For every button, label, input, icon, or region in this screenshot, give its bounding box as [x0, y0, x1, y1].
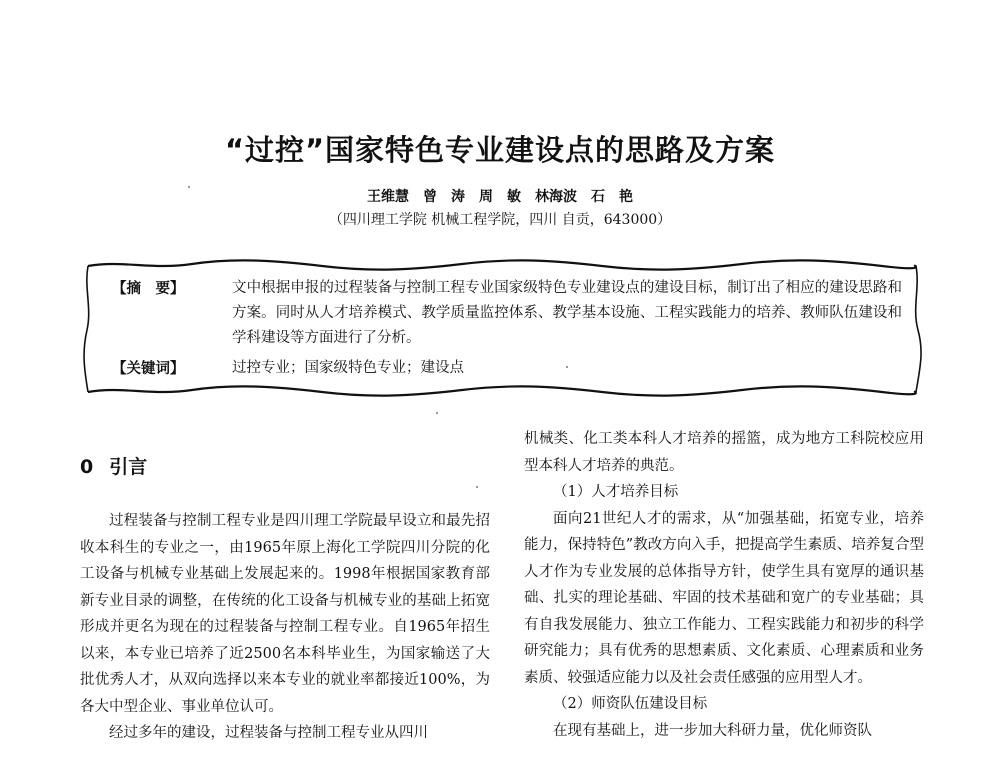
abstract-label: 【摘 要】 — [112, 280, 185, 297]
left-column — [80, 508, 490, 747]
abstract-box — [82, 258, 922, 400]
keywords-label: 【关键词】 — [112, 360, 185, 377]
right-column — [524, 426, 924, 744]
subheading: （2）师资队伍建设目标 — [553, 696, 708, 712]
paragraph: 过程装备与控制工程专业是四川理工学院最早设立和最先招收本科生的专业之一，由1965年原上海化工学院四川分院的化工设备与机械专业基础上发展起来的。1998年根据国家教育部新专业目录的调整，在传统的化工设备与机械专业的基础上拓宽形成并更名为现在的过程装备与控制工程专业。自1965年招生以来，本专业已培养了近2500名本科毕业生，为国家输送了大批优秀人才，从双向选择以来本专业的就业率都接近100%，为各大中型企业、事业单位认可。 — [80, 513, 490, 715]
paragraph: 面向21世纪人才的需求，从“加强基础，拓宽专业，培养能力，保持特色”教改方向入手，把提高学生素质、培养复合型人才作为专业发展的总体指导方针，使学生具有宽厚的通识基础、扎实的理论基础、牢固的技术基础和宽广的专业基础；具有自我发展能力、独立工作能力、工程实践能力和初步的科学研究能力；具有优秀的思想素质、文化素质、心理素质和业务素质、较强适应能力以及社会责任感强的应用型人才。 — [524, 510, 924, 686]
author-list: 王维慧 曾 涛 周 敏 林海波 石 艳 — [367, 189, 633, 205]
keywords-text: 过控专业；国家级特色专业；建设点 — [232, 360, 464, 376]
paragraph: 在现有基础上，进一步加大科研力量，优化师资队 — [553, 722, 872, 739]
scan-speck — [188, 186, 190, 188]
paragraph: 机械类、化工类本科人才培养的摇篮，成为地方工科院校应用型本科人才培养的典范。 — [524, 431, 924, 474]
section-heading — [80, 452, 147, 479]
abstract-text: 文中根据申报的过程装备与控制工程专业国家级特色专业建设点的建设目标，制订出了相应的建设思路和方案。同时从人才培养模式、教学质量监控体系、教学基本设施、工程实践能力的培养、教师队伍建设和学科建设等方面进行了分析。 — [232, 280, 902, 346]
paper-title: “过控”国家特色专业建设点的思路及方案 — [224, 133, 776, 167]
scan-speck — [566, 366, 568, 368]
subheading: （1）人才培养目标 — [553, 484, 679, 500]
paragraph: 经过多年的建设，过程装备与控制工程专业从四川 — [109, 725, 428, 741]
section-number: 0 — [80, 456, 94, 478]
section-title: 引言 — [109, 456, 148, 478]
scan-speck — [436, 412, 438, 414]
affiliation: （四川理工学院 机械工程学院，四川 自贡，643000） — [328, 212, 672, 228]
scan-speck — [476, 486, 478, 488]
